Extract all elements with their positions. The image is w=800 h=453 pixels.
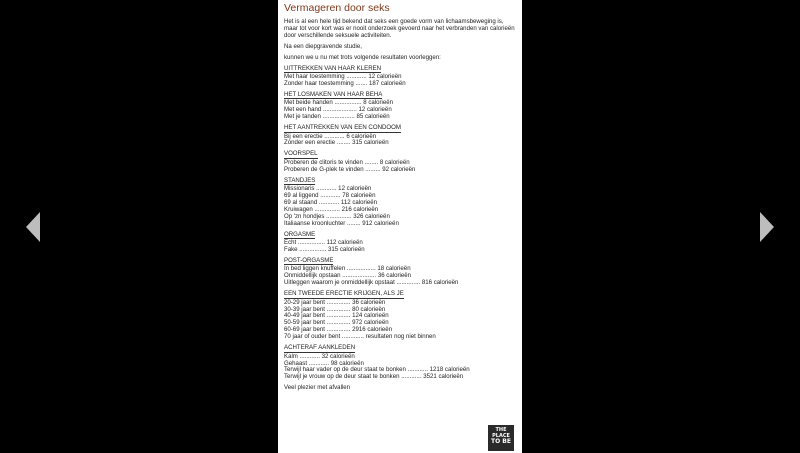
result-line: Terwijl haar vader op de deur staat te bonken ............ 1218 calorieën <box>284 366 470 374</box>
result-line: Onmiddellijk opstaan .................... 36 calorieën <box>284 272 412 280</box>
result-line: Kruiwagen ............... 216 calorieën <box>284 205 379 213</box>
result-line: Fake ................ 315 calorieën <box>284 246 365 254</box>
result-section <box>284 151 516 173</box>
article-page <box>278 0 522 453</box>
result-section <box>284 345 516 381</box>
result-line: 60-69 jaar bent .............. 2916 calorieën <box>284 326 393 334</box>
result-line: Zonder een erectie ........ 315 calorieën <box>284 139 389 147</box>
section-heading: HET LOSMAKEN VAN HAAR BEHA <box>284 90 383 98</box>
result-section <box>284 258 516 287</box>
result-line: Italiaanse kroonluchter ........ 912 calorieën <box>284 219 399 227</box>
result-line: Gehaast ............ 98 calorieën <box>284 359 364 367</box>
results-list <box>284 66 516 382</box>
result-line: Zonder haar toestemming ....... 187 calorieën <box>284 79 406 87</box>
section-heading: STANDJES <box>284 176 316 184</box>
result-line: Met beide handen ................ 8 calorieën <box>284 99 394 107</box>
section-heading: VOORSPEL <box>284 150 318 158</box>
section-heading: HET AANTREKKEN VAN EEN CONDOOM <box>284 124 401 132</box>
result-line: 30-39 jaar bent .............. 80 calorieën <box>284 305 386 313</box>
result-section <box>284 125 516 147</box>
result-line: Echt ................ 112 calorieën <box>284 239 363 247</box>
section-heading: UITTREKKEN VAN HAAR KLEREN <box>284 64 382 72</box>
intro-line: kunnen we u nu met trots volgende resultaten voorleggen: <box>284 53 441 61</box>
result-line: Bij een erectie ............ 6 calorieën <box>284 132 377 140</box>
result-line: 70 jaar of ouder bent ............. resultaten nog niet binnen <box>284 333 436 341</box>
result-line: Proberen de clitoris te vinden ........ 8 calorieën <box>284 158 410 166</box>
result-line: Met haar toestemming ............ 12 calorieën <box>284 73 402 81</box>
result-line: 69 al staand ............ 112 calorieën <box>284 199 378 206</box>
intro-paragraph: Het is al een hele tijd bekend dat seks een goede vorm van lichaamsbeweging is, maar tot voor kort was er nooit onderzoek gevoerd naar het verbranden van calorieën door verschillende seksuele activiteiten. <box>284 18 515 39</box>
result-line: Op 'zn hondjes ............... 326 calorieën <box>284 212 390 220</box>
result-line: Proberen de G-plek te vinden ......... 92 calorieën <box>284 165 416 173</box>
previous-button[interactable] <box>22 210 44 244</box>
section-heading: ORGASME <box>284 230 316 238</box>
article-title: Vermageren door seks <box>284 2 390 14</box>
result-line: 40-49 jaar bent .............. 124 calorieën <box>284 312 389 320</box>
result-line: 50-59 jaar bent .............. 972 calorieën <box>284 319 389 327</box>
chevron-left-icon <box>22 210 44 244</box>
result-section <box>284 232 516 254</box>
site-logo <box>488 425 514 451</box>
logo-line: THE PLACE <box>492 427 510 439</box>
result-line: Met een hand .................... 12 calorieën <box>284 106 392 114</box>
result-line: Missionaris ............ 12 calorieën <box>284 185 372 193</box>
result-line: Uitleggen waarom je onmiddellijk opstaat .............. 816 calorieën <box>284 279 459 287</box>
result-line: Terwijl je vrouw op de deur staat te bonken ............ 3521 calorieën <box>284 373 464 381</box>
chevron-right-icon <box>756 210 778 244</box>
result-section <box>284 92 516 121</box>
result-section <box>284 66 516 88</box>
result-line: 20-29 jaar bent .............. 36 calorieën <box>284 298 386 306</box>
result-section <box>284 178 516 228</box>
logo-line: TO BE <box>491 438 511 445</box>
closing-text: Veel plezier met afvallen <box>284 384 351 392</box>
next-button[interactable] <box>756 210 778 244</box>
result-line: Kalm ............ 32 calorieën <box>284 352 355 360</box>
result-line: In bed liggen knuffelen ................. 18 calorieën <box>284 265 411 273</box>
result-line: 69 al liggend ............ 78 calorieën <box>284 192 376 200</box>
result-line: Met je tanden ................... 85 calorieën <box>284 113 390 121</box>
result-section <box>284 291 516 341</box>
section-heading: POST-ORGASME <box>284 256 334 264</box>
section-heading: EEN TWEEDE ERECTIE KRIJGEN, ALS JE <box>284 290 404 298</box>
intro-line: Na een diepgravende studie, <box>284 42 362 50</box>
section-heading: ACHTERAF AANKLEDEN <box>284 344 356 352</box>
